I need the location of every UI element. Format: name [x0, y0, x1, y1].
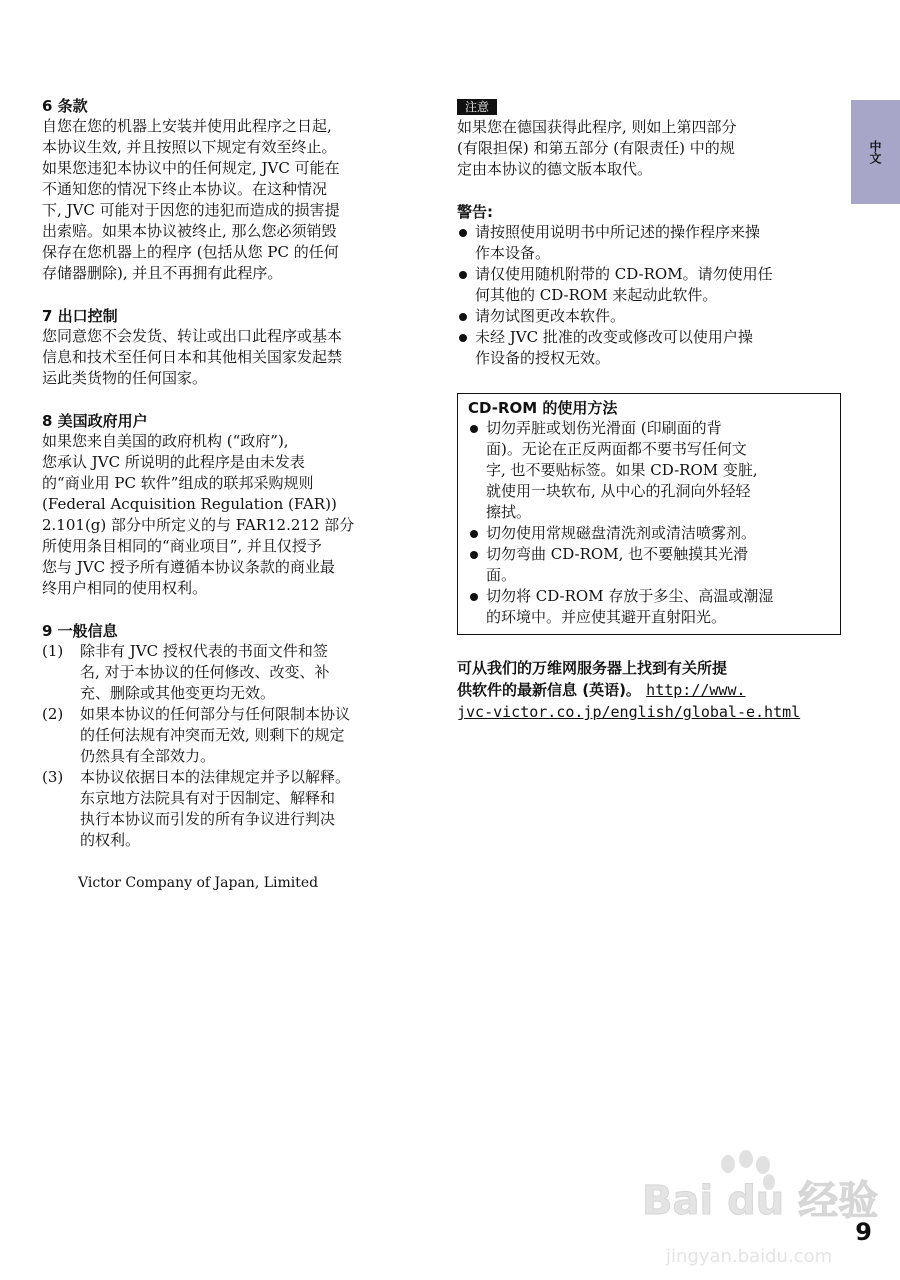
text-line: 名, 对于本协议的任何修改、改变、补: [80, 663, 330, 681]
text-line: 本协议依据日本的法律规定并予以解释。: [80, 768, 351, 786]
company-signature: Victor Company of Japan, Limited: [78, 875, 319, 891]
section-9: [42, 621, 420, 851]
text-line: 就使用一块软布, 从中心的孔洞向外轻轻: [486, 482, 751, 500]
list-item: [42, 704, 420, 767]
watermark-logo: Bai du 经验: [642, 1178, 879, 1224]
warning-title: 警告:: [457, 203, 493, 221]
text-line: 面。: [486, 566, 517, 584]
text-line: 下, JVC 可能对于因您的违犯而造成的损害提: [42, 201, 340, 219]
text-line: 面)。无论在正反两面都不要书写任何文: [486, 440, 747, 458]
text-line: 的任何法规有冲突而无效, 则剩下的规定: [80, 726, 345, 744]
section-6-title: 6 条款: [42, 97, 88, 115]
text-line: 您承认 JVC 所说明的此程序是由未发表: [42, 453, 305, 471]
list-item-number: (3): [42, 768, 64, 786]
text-line: 东京地方法院具有对于因制定、解释和: [80, 789, 336, 807]
text-line: 充、删除或其他变更均无效。: [80, 684, 276, 702]
text-line: 的环境中。并应使其避开直射阳光。: [486, 608, 727, 626]
language-tab-label: 中文: [868, 140, 882, 164]
text-line: (Federal Acquisition Regulation (FAR)): [42, 495, 337, 513]
baidu-watermark: [636, 1150, 879, 1272]
note-section: [457, 96, 841, 180]
list-item: [457, 306, 841, 327]
text-line: 的权利。: [80, 831, 141, 849]
section-7: [42, 306, 420, 389]
url-link-part-2[interactable]: jvc-victor.co.jp/english/global-e.html: [457, 703, 801, 721]
section-9-title: 9 一般信息: [42, 622, 118, 640]
page-number: 9: [855, 1218, 872, 1246]
text-line: 请勿试图更改本软件。: [475, 307, 626, 325]
text-line: 如果您违犯本协议中的任何规定, JVC 可能在: [42, 159, 340, 177]
cdrom-usage-title: CD-ROM 的使用方法: [468, 399, 618, 417]
url-link-part-1[interactable]: http://www.: [646, 681, 746, 699]
text-line: 切勿将 CD-ROM 存放于多尘、高温或潮湿: [486, 587, 774, 605]
web-info-line-2: [457, 679, 841, 701]
left-column: [42, 96, 420, 893]
text-line: 的“商业用 PC 软件”组成的联邦采购规则: [42, 474, 314, 492]
list-item: [468, 418, 830, 523]
language-tab: [851, 100, 900, 204]
section-6: [42, 96, 420, 284]
text-line: 作设备的授权无效。: [475, 349, 611, 367]
text-line: 作本设备。: [475, 244, 551, 262]
text-line: 切勿弯曲 CD-ROM, 也不要触摸其光滑: [486, 545, 749, 563]
section-6-body: [42, 116, 420, 284]
text-line: (有限担保) 和第五部分 (有限责任) 中的规: [457, 139, 735, 157]
text-line: 仍然具有全部效力。: [80, 747, 216, 765]
text-line: 终用户相同的使用权利。: [42, 579, 208, 597]
section-8-title: 8 美国政府用户: [42, 412, 148, 430]
text-line: 请按照使用说明书中所记述的操作程序来操: [475, 223, 761, 241]
web-info-text: 供软件的最新信息 (英语)。: [457, 681, 641, 699]
cdrom-usage-list: [468, 418, 830, 628]
text-line: 不通知您的情况下终止本协议。在这种情况: [42, 180, 328, 198]
text-line: 信息和技术至任何日本和其他相关国家发起禁: [42, 348, 343, 366]
list-item: [457, 327, 841, 369]
list-item-number: (1): [42, 642, 64, 660]
list-item: [42, 767, 420, 851]
list-item: [42, 641, 420, 704]
web-info: [457, 657, 841, 723]
text-line: 如果您在德国获得此程序, 则如上第四部分: [457, 118, 737, 136]
text-line: 所使用条目相同的“商业项目”, 并且仅授予: [42, 537, 322, 555]
watermark-domain: jingyan.baidu.com: [666, 1246, 833, 1267]
section-8: [42, 411, 420, 599]
list-item: [468, 544, 830, 586]
cdrom-usage-box: [457, 393, 841, 635]
text-line: 定由本协议的德文版本取代。: [457, 160, 653, 178]
text-line: 执行本协议而引发的所有争议进行判决: [80, 810, 336, 828]
text-line: 切勿使用常规磁盘清洗剂或清洁喷雾剂。: [486, 524, 757, 542]
text-line: 出索赔。如果本协议被终止, 那么您必须销毁: [42, 222, 337, 240]
text-line: 擦拭。: [486, 503, 532, 521]
text-line: 您同意您不会发货、转让或出口此程序或基本: [42, 327, 343, 345]
text-line: 保存在您机器上的程序 (包括从您 PC 的任何: [42, 243, 339, 261]
text-line: 如果本协议的任何部分与任何限制本协议: [80, 705, 351, 723]
text-line: 请仅使用随机附带的 CD-ROM。请勿使用任: [475, 265, 773, 283]
list-item: [468, 523, 830, 544]
text-line: 存储器删除), 并且不再拥有此程序。: [42, 264, 283, 282]
note-badge: 注意: [457, 99, 497, 115]
text-line: 如果您来自美国的政府机构 (“政府”),: [42, 432, 289, 450]
web-info-line-1: 可从我们的万维网服务器上找到有关所提: [457, 659, 728, 677]
section-7-title: 7 出口控制: [42, 307, 118, 325]
note-body: [457, 117, 841, 180]
list-item: [468, 586, 830, 628]
right-column: [457, 96, 841, 723]
text-line: 何其他的 CD-ROM 来起动此软件。: [475, 286, 718, 304]
warning-list: [457, 222, 841, 369]
section-8-body: [42, 431, 420, 599]
text-line: 2.101(g) 部分中所定义的与 FAR12.212 部分: [42, 516, 355, 534]
text-line: 本协议生效, 并且按照以下规定有效至终止。: [42, 138, 337, 156]
list-item-number: (2): [42, 705, 64, 723]
text-line: 除非有 JVC 授权代表的书面文件和签: [80, 642, 328, 660]
text-line: 切勿弄脏或划伤光滑面 (印刷面的背: [486, 419, 722, 437]
text-line: 自您在您的机器上安装并使用此程序之日起,: [42, 117, 332, 135]
list-item: [457, 222, 841, 264]
list-item: [457, 264, 841, 306]
text-line: 未经 JVC 批准的改变或修改可以使用户操: [475, 328, 753, 346]
text-line: 您与 JVC 授予所有遵循本协议条款的商业最: [42, 558, 335, 576]
warning-section: [457, 202, 841, 369]
section-7-body: [42, 326, 420, 389]
section-9-list: [42, 641, 420, 851]
text-line: 字, 也不要贴标签。如果 CD-ROM 变脏,: [486, 461, 758, 479]
text-line: 运此类货物的任何国家。: [42, 369, 208, 387]
